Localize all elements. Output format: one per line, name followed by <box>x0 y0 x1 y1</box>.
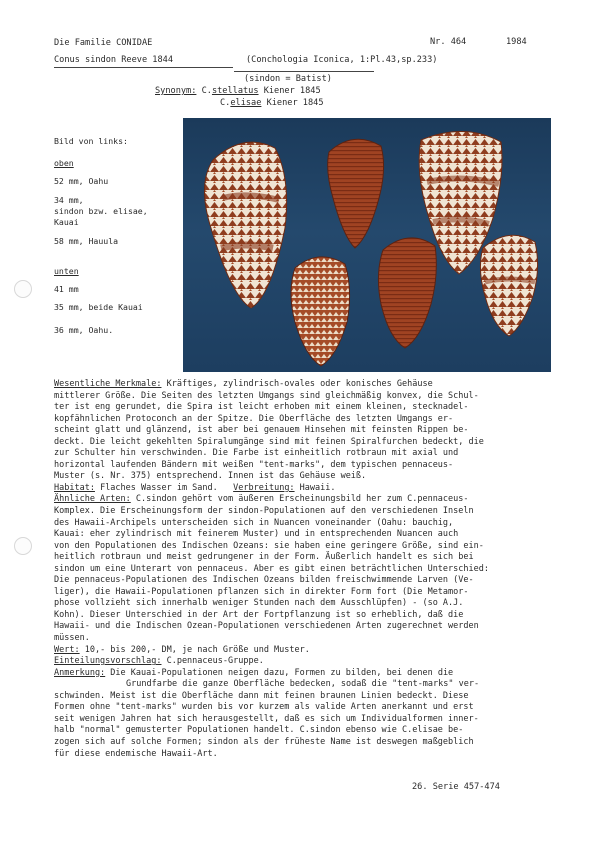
anmerkung-line-1: Anmerkung: Die Kauai-Populationen neigen dazu, Formen zu bilden, bei denen die <box>54 667 454 678</box>
merkmale-line-9: Muster (s. Nr. 375) entsprechend. Innen ist das Gehäuse weiß. <box>54 471 367 482</box>
merkmale-line-5: scheint glatt und glänzend, ist aber bei genauem Hinsehen mit feinsten Rippen be- <box>54 425 469 436</box>
arten-line-3: des Hawaii-Archipels unterscheiden sich in Nuancen voneinander (Oahu: bauchig, <box>54 517 454 528</box>
synonym-label: Synonym: <box>155 86 197 96</box>
synonym-note: (sindon = Batist) <box>244 74 332 84</box>
top-item-3: sindon bzw. elisae, <box>54 206 148 216</box>
punch-hole-bottom <box>14 537 32 555</box>
merkmale-label: Wesentliche Merkmale: <box>54 379 162 389</box>
einteilung-label: Einteilungsvorschlag: <box>54 656 162 667</box>
anmerkung-line-8: für diese endemische Hawaii-Art. <box>54 748 218 759</box>
merkmale-section <box>54 379 489 760</box>
anmerkung-label: Anmerkung: <box>54 667 106 678</box>
species-name: Conus sindon Reeve 1844 <box>54 55 173 65</box>
arten-line-13: müssen. <box>54 633 90 644</box>
footer-series: 26. Serie 457-474 <box>412 782 500 792</box>
synonym-line-1 <box>155 86 321 97</box>
bottom-item-1: 41 mm <box>54 284 79 294</box>
anmerkung-line-6: halb "normal" gemusterter Populationen handelt. C.sindon ebenso wie C.elisae be- <box>54 725 464 736</box>
arten-line-4: Kauai: eher zylindrisch mit feinerem Muster) und in entsprechenden Nuancen auch <box>54 529 459 540</box>
arten-line-9: liger), die Hawaii-Populationen pflanzen sich in direkter Form fort (Die Metamor- <box>54 586 469 597</box>
arten-line-6: heitlich rotbraun und meist gedrungener in der Form. Äußerlich handelt es sich bei <box>54 552 474 563</box>
shell-top-2 <box>328 139 384 248</box>
arten-line-8: Die pennaceus-Populationen des Indischen Ozeans bilden freischwimmende Larven (Ve- <box>54 575 474 586</box>
habitat-line: Habitat: Flaches Wasser im Sand. Verbreitung: Hawaii. <box>54 482 336 493</box>
bottom-item-2: 35 mm, beide Kauai <box>54 302 143 312</box>
synonym1-author: Kiener 1845 <box>258 86 321 96</box>
einteilung-line: Einteilungsvorschlag: C.pennaceus-Gruppe. <box>54 656 264 667</box>
anmerkung-line-4: Formen ohne "tent-marks" wurden bis vor kurzem als valide Arten anerkannt und erst <box>54 702 474 713</box>
synonym1-name: stellatus <box>211 86 259 96</box>
merkmale-line-8: horizontal laufenden Bändern mit weißen "tent-marks", dem typischen pennaceus- <box>54 459 454 470</box>
shell-bottom-1 <box>291 257 350 366</box>
punch-hole-top <box>14 280 32 298</box>
species-underline <box>54 67 233 68</box>
merkmale-line-4: kopfähnlichen Protoconch an der Spitze. Die Oberfläche des letzten Umgangs er- <box>54 413 454 424</box>
shell-top-1 <box>204 142 286 308</box>
synonym1-prefix: C. <box>201 86 212 96</box>
top-row-heading: oben <box>54 158 74 168</box>
arten-line-2: Komplex. Die Erscheinungsform der sindon-Populationen auf den verschiedenen Inseln <box>54 506 474 517</box>
synonym2-author: Kiener 1845 <box>261 98 324 108</box>
synonym2-prefix: C. <box>220 98 231 108</box>
picture-intro: Bild von links: <box>54 136 128 146</box>
wert-label: Wert: <box>54 644 80 655</box>
shell-bottom-3 <box>480 235 537 336</box>
merkmale-line-3: ter ist eng gerundet, die Spira ist leicht erhoben mit einem kleinen, stecknadel- <box>54 402 469 413</box>
bottom-item-3: 36 mm, Oahu. <box>54 325 114 335</box>
top-item-5: 58 mm, Hauula <box>54 236 119 246</box>
top-item-1: 52 mm, Oahu <box>54 176 109 186</box>
catalog-year: 1984 <box>506 37 527 47</box>
arten-line-1: Ähnliche Arten: C.sindon gehört vom äußeren Erscheinungsbild her zum C.pennaceus- <box>54 494 469 505</box>
arten-label: Ähnliche Arten: <box>54 494 131 505</box>
arten-line-12: Hawaii- und die Indischen Ozean-Populationen verschiedenen Arten zugerechnet werden <box>54 621 479 632</box>
merkmale-line-7: zur Schulter hin verschwinden. Die Farbe ist einheitlich rotbraun mit axial und <box>54 448 459 459</box>
catalog-number: Nr. 464 <box>430 37 467 47</box>
synonym2-name: elisae <box>230 98 262 108</box>
merkmale-line-1: Wesentliche Merkmale: Kräftiges, zylindrisch-ovales oder konisches Gehäuse <box>54 379 433 389</box>
wert-line: Wert: 10,- bis 200,- DM, je nach Größe und Muster. <box>54 644 310 655</box>
anmerkung-line-2: Grundfarbe die ganze Oberfläche bedecken, sodaß die "tent-marks" ver- <box>126 679 480 690</box>
shell-bottom-2 <box>378 238 436 348</box>
merkmale-line-2: mittlerer Größe. Die Seiten des letzten Umgangs sind gleichmäßig konvex, die Schul- <box>54 390 479 401</box>
reference: (Conchologia Iconica, 1:Pl.43,sp.233) <box>246 55 438 65</box>
family-title: Die Familie CONIDAE <box>54 38 153 48</box>
verbreitung-label: Verbreitung: <box>233 482 295 493</box>
arten-line-5: von den Populationen des Indischen Ozeans: sie haben eine geringere Größe, sind ein- <box>54 540 484 551</box>
shell-photo <box>183 118 551 372</box>
anmerkung-line-5: seit wenigen Jahren hat sich herausgestellt, daß es sich um Individualformen inner- <box>54 713 479 724</box>
header-rule <box>234 71 374 72</box>
top-item-4: Kauai <box>54 217 79 227</box>
arten-line-7: sindon um eine Unterart von pennaceus. Aber es gibt einen beträchtlichen Unterschied: <box>54 563 489 574</box>
bottom-row-heading: unten <box>54 266 79 276</box>
arten-line-10: phose vollzieht sich innerhalb weniger Stunden nach dem Ausschlüpfen) - (so A.J. <box>54 598 464 609</box>
anmerkung-line-7: zogen sich auf solche Formen; sindon als der früheste Name ist deswegen maßgeblich <box>54 736 474 747</box>
habitat-label: Habitat: <box>54 482 95 493</box>
arten-line-11: Kohn). Dieser Unterschied in der Art der Fortpflanzung ist so erheblich, daß die <box>54 609 464 620</box>
top-item-2: 34 mm, <box>54 195 84 205</box>
anmerkung-line-3: schwinden. Meist ist die Oberfläche dann mit feinen braunen Linien bedeckt. Diese <box>54 690 469 701</box>
shell-photo-svg <box>183 118 551 372</box>
merkmale-line-6: deckt. Die leicht gekehlten Spiralumgänge sind mit feinen Spiralfurchen bedeckt, die <box>54 436 484 447</box>
synonym-line-2 <box>220 98 324 109</box>
